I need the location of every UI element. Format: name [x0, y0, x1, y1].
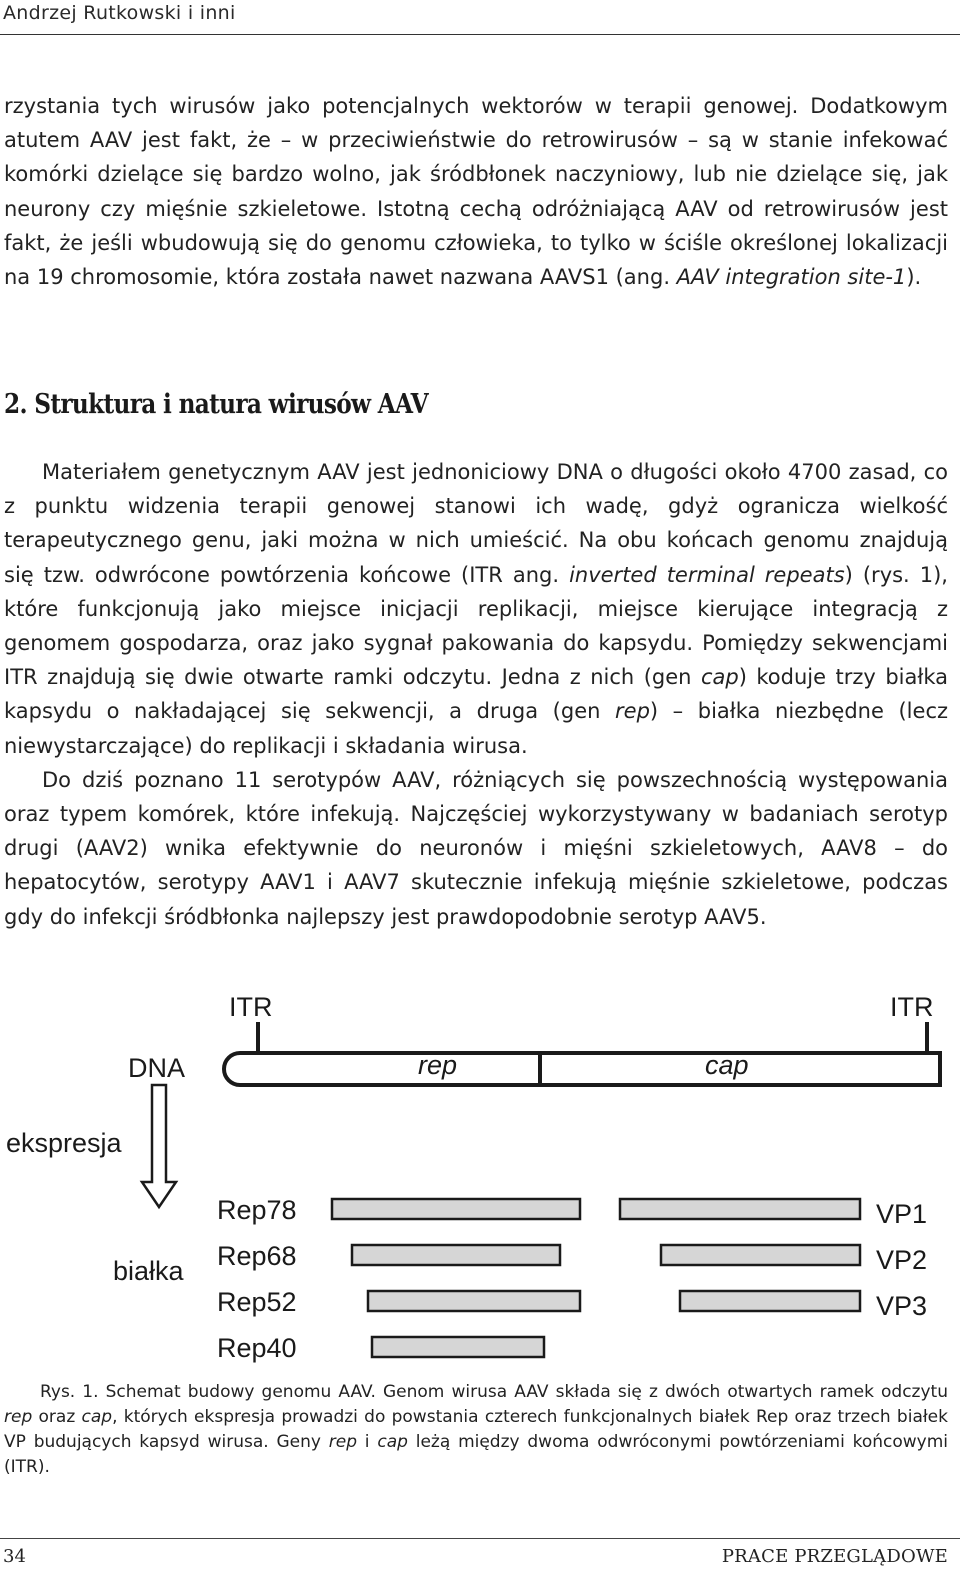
rep-protein-label: Rep78: [217, 1195, 297, 1225]
italic-term: cap: [700, 665, 739, 690]
genome-dna: [128, 992, 940, 1085]
italic-term: rep: [615, 699, 650, 724]
proteins-label: białka: [113, 1256, 184, 1286]
italic-term: rep: [328, 1432, 357, 1452]
header-rule: [0, 34, 960, 35]
itr-right-hairpin: [925, 1022, 940, 1085]
rep40-bar: [372, 1337, 544, 1357]
paragraph-intro: [4, 89, 948, 294]
rep68-bar: [352, 1245, 560, 1265]
paragraph-serotypes: Do dziś poznano 11 serotypów AAV, różniących się powszechnością występowania oraz typem komórek, które infekują. Najczęściej wykorzystywany w badaniach serotyp drugi (AAV2) wnika efektywnie do neuronów i mięśni szkieletowych, AAV8 – do hepatocytów, serotypy AAV1 i AAV7 skutecznie infekują mięśnie szkieletowe, podczas gdy do infekcji śródbłonka najlepszy jest prawdopodobnie serotyp AAV5.: [4, 767, 948, 929]
vp-protein-label: VP2: [876, 1245, 928, 1275]
rep-protein-label: Rep52: [217, 1287, 297, 1317]
text-run: Rys. 1. Schemat budowy genomu AAV. Genom wirusa AAV składa się z dwóch otwartych ramek odczytu: [40, 1382, 948, 1402]
vp1-bar: [620, 1199, 860, 1219]
gene-rep-label: rep: [418, 1050, 458, 1080]
genome-diagram: [0, 960, 960, 1380]
rep-proteins: [217, 1195, 580, 1363]
rep-protein-label: Rep40: [217, 1333, 297, 1363]
paragraph-genetic-material: [4, 455, 948, 763]
figure-caption: [4, 1380, 948, 1480]
text-run: ) (rys. 1), które funkcjonują jako miejsce inicjacji replikacji, miejsce kierujące integracją z genomem gospodarza, oraz jako sygnał pakowania do kapsydu. Pomiędzy sekwencjami ITR znajdują się dwie otwarte ramki odczytu. Jedna z nich (gen: [4, 562, 948, 690]
itr-left-hairpin: [224, 1022, 258, 1085]
running-head: Andrzej Rutkowski i inni: [3, 2, 236, 24]
text-run: rzystania tych wirusów jako potencjalnych wektorów w terapii genowej. Dodatkowym atutem AAV jest fakt, że – w przeciwieństwie do retrowirusów – są w stanie infekować komórki dzielące się bardzo wolno, jak śródbłonek naczyniowy, lub nie dzielące się, jak neurony czy mięśnie szkieletowe. Istotną cechą odróżniającą AAV od retrowirusów jest fakt, że jeśli wbudowują się do genomu człowieka, to tylko w ściśle określonej lokalizacji na 19 chromosomie, która została nawet nazwana AAVS1 (ang.: [4, 94, 948, 290]
italic-term: AAV integration site-1: [676, 265, 907, 290]
vp-proteins: [620, 1199, 927, 1321]
expression-label: ekspresja: [6, 1128, 122, 1158]
paragraph-intro-text: [4, 89, 948, 294]
text-run: ) – białka niezbędne (lecz niewystarczające) do replikacji i składania wirusa.: [4, 699, 949, 758]
italic-term: inverted terminal repeats: [569, 562, 845, 587]
footer-rule: [0, 1538, 960, 1539]
dna-label: DNA: [128, 1053, 186, 1083]
gene-cap-label: cap: [705, 1050, 749, 1080]
text-run: ).: [906, 265, 922, 290]
rep52-bar: [368, 1291, 580, 1311]
section-body: [4, 455, 948, 934]
vp2-bar: [661, 1245, 860, 1265]
italic-term: rep: [4, 1407, 33, 1427]
vp-protein-label: VP3: [876, 1291, 928, 1321]
figure-caption-text: [4, 1380, 948, 1480]
itr-left-label: ITR: [229, 992, 273, 1022]
vp-protein-label: VP1: [876, 1199, 928, 1229]
rep78-bar: [332, 1199, 580, 1219]
text-run: Materiałem genetycznym AAV jest jednoniciowy DNA o długości około 4700 zasad, co z punktu widzenia terapii genowej stanowi ich wadę, gdyż ogranicza wielkość terapeutycznego genu, jaki można w nich umieścić. Na obu końcach genomu znajdują się tzw. odwrócone powtórzenia końcowe (ITR ang.: [4, 460, 948, 587]
page-number: 34: [3, 1546, 26, 1567]
section-heading: 2. Struktura i natura wirusów AAV: [4, 389, 429, 420]
figure-aav-genome: [0, 960, 960, 1380]
rep-protein-label: Rep68: [217, 1241, 297, 1271]
vp3-bar: [680, 1291, 860, 1311]
journal-name: PRACE PRZEGLĄDOWE: [721, 1546, 948, 1567]
itr-right-label: ITR: [890, 992, 934, 1022]
text-run: ) koduje trzy białka kapsydu o nakładającej się sekwencji, a druga (gen: [4, 665, 948, 724]
text-run: , których ekspresja prowadzi do powstania czterech funkcjonalnych białek Rep oraz trzech białek VP budujących kapsyd wirusa. Geny: [4, 1407, 948, 1452]
text-run: leżą między dwoma odwróconymi powtórzeniami końcowymi (ITR).: [4, 1432, 949, 1477]
text-run: i: [357, 1432, 378, 1452]
expression-arrow-icon: [142, 1085, 176, 1207]
italic-term: cap: [377, 1432, 408, 1452]
italic-term: cap: [81, 1407, 113, 1427]
text-run: oraz: [32, 1407, 82, 1427]
